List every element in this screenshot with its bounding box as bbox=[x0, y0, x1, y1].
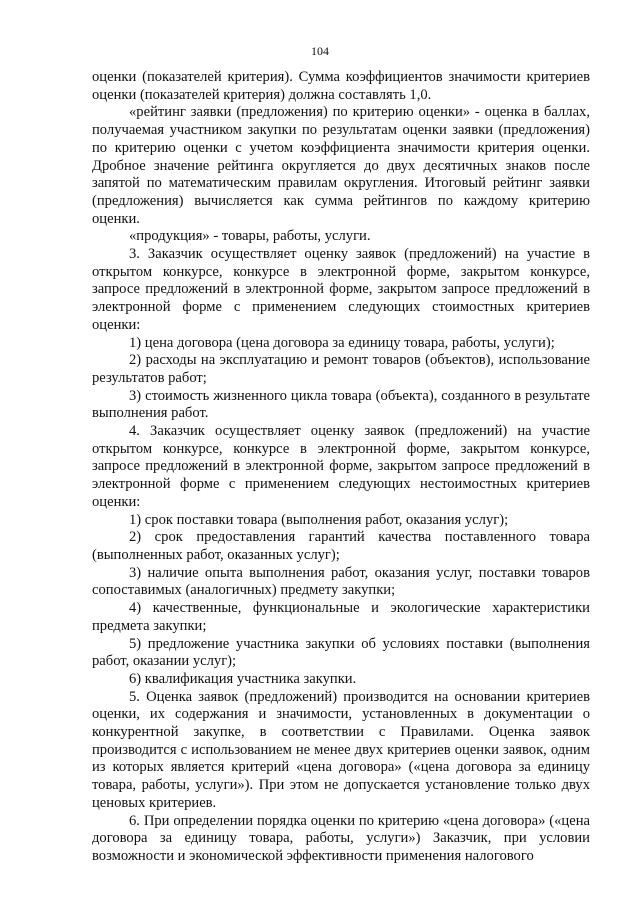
document-body bbox=[92, 69, 590, 866]
paragraph-criteria-sum: оценки (показателей критерия). Сумма коэффициентов значимости критериев оценки (показателей критерия) должна составлять 1,0. bbox=[92, 69, 590, 103]
list-item-cost-2: 2) расходы на эксплуатацию и ремонт товаров (объектов), использование результатов работ; bbox=[92, 352, 590, 386]
list-item-noncost-4: 4) качественные, функциональные и экологические характеристики предмета закупки; bbox=[92, 600, 590, 634]
list-item-noncost-3: 3) наличие опыта выполнения работ, оказания услуг, поставки товаров сопоставимых (аналогичных) предмету закупки; bbox=[92, 564, 590, 599]
list-item-noncost-1: 1) срок поставки товара (выполнения работ, оказания услуг); bbox=[129, 511, 509, 528]
list-item-noncost-2: 2) срок предоставления гарантий качества поставленного товара (выполненных работ, оказанных услуг); bbox=[92, 529, 590, 563]
paragraph-section-6: 6. При определении порядка оценки по критерию «цена договора» («цена договора за единицу товара, работы, услуги») Заказчик, при условии возможности и экономической эффективности применения налогового bbox=[92, 812, 590, 864]
paragraph-production-definition: «продукция» - товары, работы, услуги. bbox=[129, 228, 371, 245]
list-item-noncost-5: 5) предложение участника закупки об условиях поставки (выполнения работ, оказании услуг); bbox=[92, 635, 590, 670]
paragraph-section-4: 4. Заказчик осуществляет оценку заявок (предложений) на участие открытом конкурсе, конкурсе в электронной форме, закрытом конкурсе, запросе предложений в электронной форме, закрытом запросе предложений в электронной форме с применением следующих нестоимостных критериев оценки: bbox=[92, 423, 590, 510]
list-item-noncost-6: 6) квалификация участника закупки. bbox=[129, 670, 357, 687]
paragraph-rating-definition: «рейтинг заявки (предложения) по критерию оценки» - оценка в баллах, получаемая участником закупки по результатам оценки заявки (предложения) по критерию оценки с учетом коэффициента значимости критерия оценки. Дробное значение рейтинга округляется до двух десятичных знаков после запятой по математическим правилам округления. Итоговый рейтинг заявки (предложения) вычисляется как сумма рейтингов по каждому критерию оценки. bbox=[92, 104, 590, 227]
page-number: 104 bbox=[311, 44, 329, 58]
list-item-cost-1: 1) цена договора (цена договора за единицу товара, работы, услуги); bbox=[129, 334, 555, 351]
list-item-cost-3: 3) стоимость жизненного цикла товара (объекта), созданного в результате выполнения работ. bbox=[92, 387, 590, 422]
paragraph-section-3: 3. Заказчик осуществляет оценку заявок (предложений) на участие в открытом конкурсе, конкурсе в электронной форме, закрытом конкурсе, запросе предложений в электронной форме, закрытом запросе предложений в электронной форме с применением следующих стоимостных критериев оценки: bbox=[92, 246, 590, 333]
paragraph-section-5: 5. Оценка заявок (предложений) производится на основании критериев оценки, их содержания и значимости, установленных в документации о конкурентной закупке, в соответствии с Правилами. Оценка заявок производится с использованием не менее двух критериев оценки заявок, одним из которых является критерий «цена договора» («цена договора за единицу товара, работы, услуги»). При этом не допускается установление только двух ценовых критериев. bbox=[92, 688, 590, 811]
